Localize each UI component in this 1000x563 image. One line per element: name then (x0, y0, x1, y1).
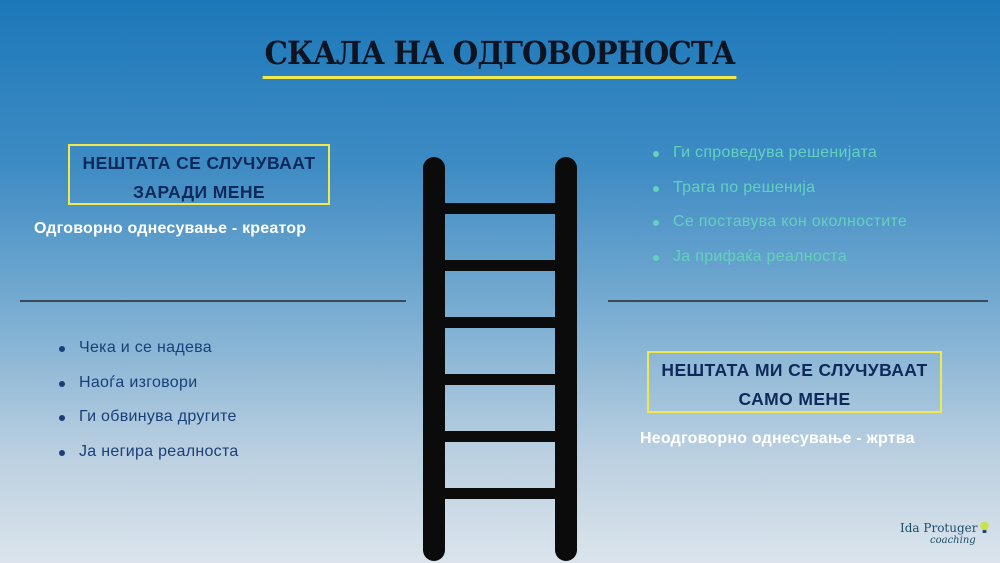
victim-caption: Неодговорно однесување - жртва (640, 430, 915, 447)
responsible-statement-box (68, 144, 330, 205)
responsible-statement-line2: ЗАРАДИ МЕНЕ (133, 182, 265, 202)
victim-statement-line2: САМО МЕНЕ (738, 389, 851, 409)
list-item: Ја негира реалноста (59, 443, 239, 478)
brand-logo (900, 521, 992, 559)
responsible-traits-list (653, 144, 907, 283)
list-item: Ги спроведува решенијата (653, 144, 907, 179)
ladder-icon (420, 155, 582, 563)
logo-name: Ida Protuger (900, 521, 978, 535)
responsible-statement-line1: НЕШТАТА СЕ СЛУЧУВААТ (82, 153, 316, 173)
list-item: Наоѓа изговори (59, 374, 239, 409)
victim-statement-box (647, 351, 942, 413)
list-item: Ги обвинува другите (59, 408, 239, 443)
title-wrapper (0, 34, 1000, 79)
list-item: Чека и се надева (59, 339, 239, 374)
victim-traits-list (59, 339, 239, 478)
lightbulb-icon (979, 521, 990, 535)
victim-statement-line1: НЕШТАТА МИ СЕ СЛУЧУВААТ (661, 360, 928, 380)
list-item: Се поставува кон околностите (653, 213, 907, 248)
responsible-caption: Одговорно однесување - креатор (34, 220, 307, 237)
list-item: Ја прифаќа реалноста (653, 248, 907, 283)
logo-subtitle: coaching (930, 535, 976, 546)
page-title: СКАЛА НА ОДГОВОРНОСТА (263, 34, 737, 79)
divider-right (608, 300, 988, 302)
divider-left (20, 300, 406, 302)
list-item: Трага по решенија (653, 179, 907, 214)
